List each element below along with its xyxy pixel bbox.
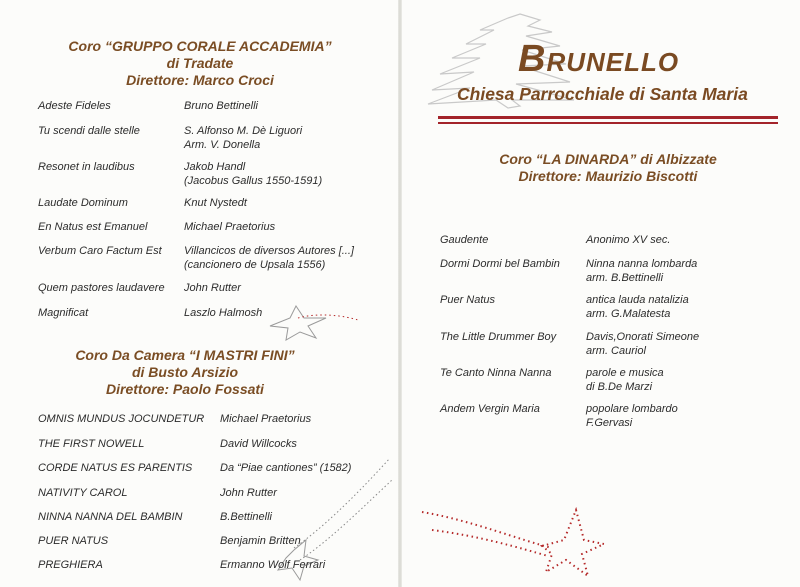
choir2-city: di Busto Arsizio [131, 364, 239, 380]
page-fold [398, 0, 402, 587]
choir2-director: Direttore: Paolo Fossati [106, 381, 264, 397]
choir1-director: Direttore: Marco Croci [126, 72, 274, 88]
choir1-header [20, 38, 380, 89]
choir1-city: di Tradate [166, 55, 234, 71]
choir3-director: Direttore: Maurizio Biscotti [518, 168, 698, 184]
choir3-header [438, 151, 778, 185]
header-stripe-top [438, 116, 778, 119]
choir1-title: Coro “GRUPPO CORALE ACCADEMIA” [68, 38, 332, 54]
brand-logo: BRUNELLO [518, 38, 680, 80]
choir3-title: Coro “LA DINARDA” di Albizzate [499, 151, 717, 167]
header-stripe-bottom [438, 122, 778, 124]
choir2-title: Coro Da Camera “I MASTRI FINI” [75, 347, 295, 363]
church-name: Chiesa Parrocchiale di Santa Maria [457, 84, 748, 104]
choir2-header [20, 347, 350, 398]
